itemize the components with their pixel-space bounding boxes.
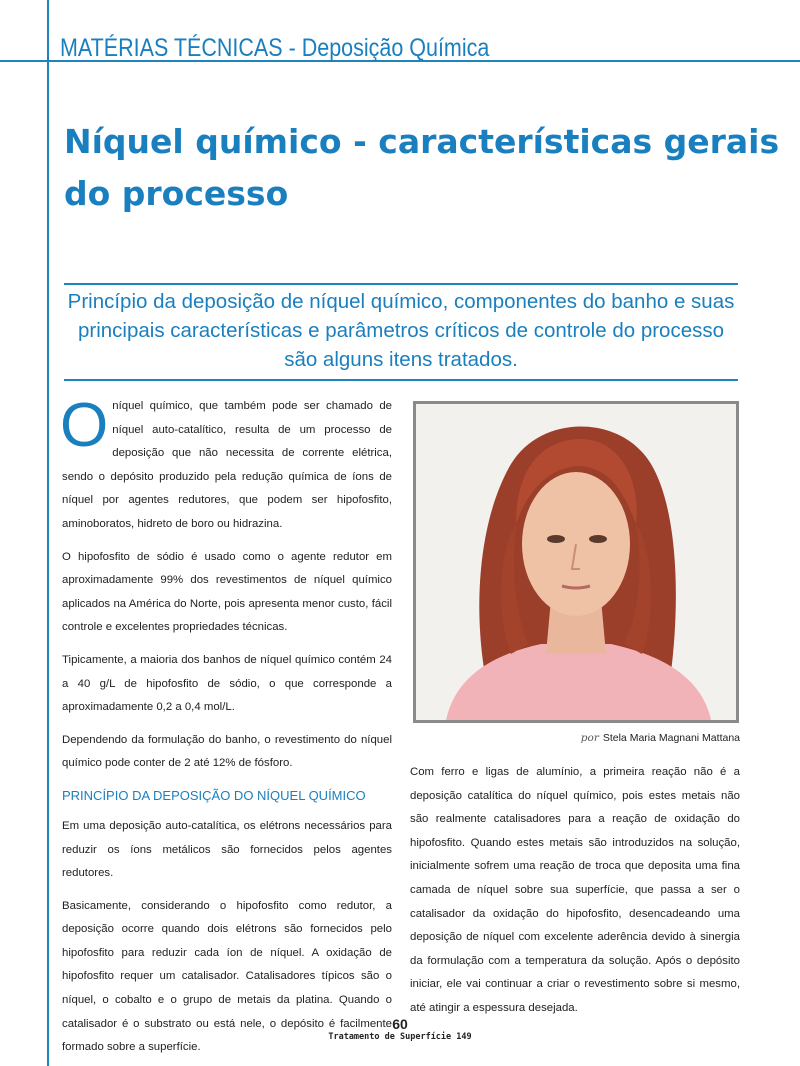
paragraph-1-text: níquel químico, que também pode ser chamado de níquel auto-catalítico, resulta de um processo de deposição que não necessita de corrente elétrica, sendo o depósito produzido pela redução química de íons de níquel por agentes redutores, que podem ser hipofosfito, aminoboratos, hidreto de boro ou hidrazina. — [62, 400, 392, 530]
article-subtitle: Princípio da deposição de níquel químico, componentes do banho e suas principais características e parâmetros críticos de controle do processo são alguns itens tratados. — [67, 290, 735, 371]
paragraph-4: Dependendo da formulação do banho, o revestimento do níquel químico pode conter de 2 até 12% de fósforo. — [62, 733, 392, 770]
section-heading: PRINCÍPIO DA DEPOSIÇÃO DO NÍQUEL QUÍMICO — [62, 787, 366, 803]
page-number: 60 — [392, 1016, 408, 1032]
paragraph-2: O hipofosfito de sódio é usado como o agente redutor em aproximadamente 99% dos revestimentos de níquel químico aplicados na América do Norte, pois apresenta menor custo, fácil controle e excelentes propriedades técnicas. — [62, 550, 392, 634]
section-header: MATÉRIAS TÉCNICAS - Deposição Química — [60, 34, 490, 62]
portrait-illustration — [416, 404, 736, 720]
left-column — [60, 391, 392, 1066]
publication-footer: Tratamento de Superfície 149 — [328, 1032, 472, 1042]
drop-cap: O — [60, 391, 109, 460]
author-photo — [413, 401, 739, 723]
article-title: Níquel químico - características gerais do processo — [64, 122, 780, 213]
paragraph-6: Basicamente, considerando o hipofosfito como redutor, a deposição ocorre quando dois elétrons são fornecidos pelo hipofosfito para reduzir cada íon de níquel. A oxidação de hipofosfito requer um catalisador. Catalisadores típicos são o níquel, o cobalto e o grupo de metais da platina. Quando o catalisador é o substrato ou está nele, o depósito é facilmente formado sobre a superfície. — [62, 899, 392, 1054]
paragraph-7: Com ferro e ligas de alumínio, a primeira reação não é a deposição catalítica do níquel químico, pois estes metais não são realmente catalisadores para a reação de oxidação do hipofosfito. Quando estes metais são introduzidos na solução, inicialmente sofrem uma reação de troca que deposita uma fina camada de níquel sobre sua superfície, que passa a ser o catalisador da oxidação do hipofosfito, desencadeando uma deposição de níquel com excelente aderência devido à sinergia da formulação com a temperatura da solução. Após o depósito iniciar, ele vai continuar a criar o revestimento sobre si mesmo, até atingir a espessura desejada. — [410, 766, 740, 1014]
subtitle-top-rule — [64, 283, 738, 285]
photo-caption — [414, 732, 740, 744]
subtitle-bottom-rule — [64, 379, 738, 381]
paragraph-3: Tipicamente, a maioria dos banhos de níquel químico contém 24 a 40 g/L de hipofosfito de sódio, o que corresponde a aproximadamente 0,2 a 0,4 mol/L. — [62, 653, 392, 714]
author-name: Stela Maria Magnani Mattana — [602, 732, 740, 744]
right-column — [410, 761, 740, 1030]
margin-vertical-rule — [47, 0, 49, 1066]
paragraph-5: Em uma deposição auto-catalítica, os elétrons necessários para reduzir os íons metálicos são fornecidos pelos agentes redutores. — [62, 819, 392, 880]
caption-prefix: por — [580, 732, 599, 744]
paragraph-1 — [60, 391, 392, 537]
